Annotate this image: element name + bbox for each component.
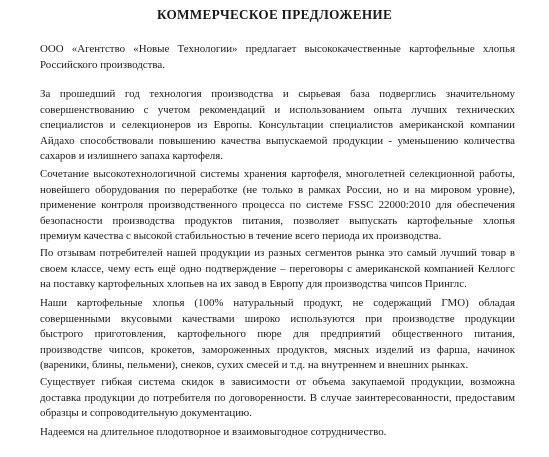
text-line: Российского производства. xyxy=(40,58,165,71)
text-line: доставка продукции до потребителя по договоренности. В случае заинтересованности, предоставим xyxy=(40,391,515,404)
text-line: применение контроля производственного процесса по системе FSSC 22000:2010 для обеспечения xyxy=(40,199,515,212)
text-line: образцы и сопроводительную документацию. xyxy=(40,407,252,420)
paragraph-quality xyxy=(40,167,515,245)
document-title: КОММЕРЧЕСКОЕ ПРЕДЛОЖЕНИЕ xyxy=(156,7,393,22)
text-line: на поставку картофельных хлопьев на их завод в Европу для производства чипсов Принглс. xyxy=(40,278,467,291)
text-line: За прошедший год технология производства и сырьевая база подверглись значительному xyxy=(40,88,515,100)
paragraph-discounts xyxy=(40,375,515,422)
paragraph-intro xyxy=(40,42,515,73)
text-line: безопасности производства продуктов питания, позволяет выпускать картофельные хлопья xyxy=(40,214,515,227)
text-line: Существует гибкая система скидок в зависимости от объема закупаемой продукции, возможна xyxy=(40,376,515,388)
text-line: новейшего оборудования по переработке (не только в рамках России, но и на мировом уровне), xyxy=(40,183,515,196)
text-line: совершенными вкусовыми качествами широко используются при производстве продукции xyxy=(40,312,515,325)
text-line: быстрого приготовления, картофельного пюре для предприятий общественного питания, xyxy=(40,328,515,341)
text-line: специалистов и селекционеров из Европы. Консультации специалистов американской компании xyxy=(40,119,515,132)
text-line: Айдахо способствовали повышению качества выпускаемой продукции - уменьшению количества xyxy=(40,134,515,147)
text-line: (вареники, блины, пельмени), снеков, сухих смесей и т.д. на внутреннем и внешних рынках. xyxy=(40,359,469,372)
text-line: ООО «Агентство «Новые Технологии» предлагает высококачественные картофельные хлопья xyxy=(40,43,515,55)
paragraph-closing xyxy=(40,425,515,441)
paragraph-reviews xyxy=(40,246,515,293)
text-line: Надеемся на длительное плодотворное и взаимовыгодное сотрудничество. xyxy=(40,426,387,438)
text-line: своем классе, чему есть ещё одно подтверждение – переговоры с американской компанией Келлогс xyxy=(40,262,515,275)
paragraph-applications xyxy=(40,296,515,374)
text-line: производстве чипсов, крокетов, замороженных продуктов, мясных изделий из фарша, начинок xyxy=(40,343,515,356)
text-line: сахаров и излишнего запаха картофеля. xyxy=(40,150,223,163)
text-line: Наши картофельные хлопья (100% натуральный продукт, не содержащий ГМО) обладая xyxy=(40,297,515,309)
text-line: Сочетание высокотехнологичной системы хранения картофеля, многолетней селекционной работы, xyxy=(40,168,515,180)
text-line: премиум качества с высокой стабильностью в течение всего периода их производства. xyxy=(40,230,442,243)
text-line: совершенствованию с учетом рекомендаций и использованием опыта лучших технических xyxy=(40,103,515,116)
text-line: По отзывам потребителей нашей продукции из разных сегментов рынка это самый лучший товар в xyxy=(40,247,515,259)
paragraph-technology xyxy=(40,87,515,165)
